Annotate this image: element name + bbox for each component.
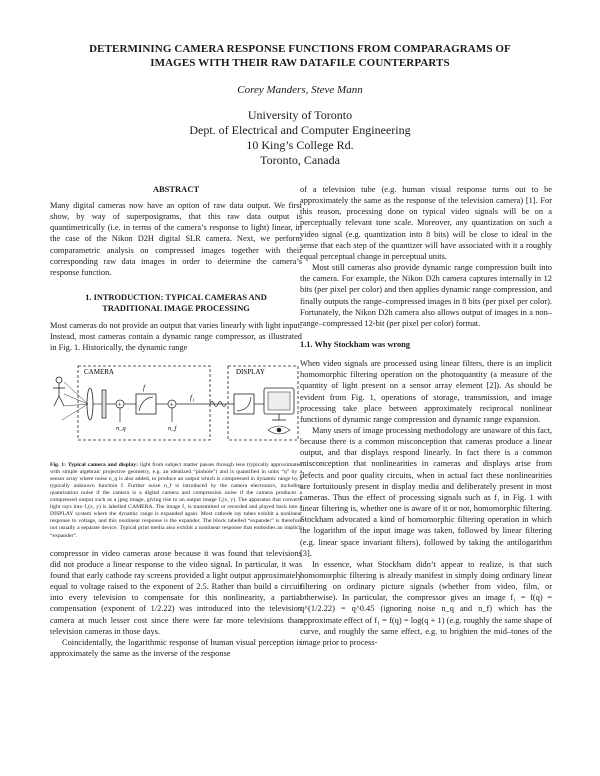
display-label: DISPLAY: [236, 367, 265, 376]
svg-text:+: +: [117, 400, 122, 409]
camera-label: CAMERA: [84, 367, 114, 376]
author-list: Corey Manders, Steve Mann: [237, 84, 363, 96]
section-1-paragraph: Most still cameras also provide dynamic range compression built into the camera. For example, the Nikon D2h camera captures internally in 12 bits (per pixel per color) and then applies dynamic range compression, and finally outputs the range–compressed images in 8 bits (per pixel per color). Fortunately, the Nikon D2h camera also allows output of images in a non–range–compressed 12-bit (per pixel per color) format.: [300, 263, 552, 328]
title-line: DETERMINING CAMERA RESPONSE FUNCTIONS FROM COMPARAGRAMS OF: [89, 43, 511, 55]
subsection-1-1-heading: 1.1. Why Stockham was wrong: [300, 340, 410, 350]
output-f1-label: f₁: [190, 393, 195, 402]
section-1-heading: 1. INTRODUCTION: TYPICAL CAMERAS AND TRADITIONAL IMAGE PROCESSING: [85, 293, 267, 314]
compressor-f-label: f: [143, 383, 145, 392]
figure-1: [50, 360, 302, 456]
affiliation: [40, 108, 560, 168]
monitor-icon: [264, 388, 294, 420]
affiliation-line: Toronto, Canada: [260, 153, 340, 167]
abstract-text: Many digital cameras now have an option of raw data output. We first show, by way of superposigrams, that this raw data output is quantimetrically (i.e. in terms of the camera’s response to light) linear, in the case of the Nikon D2H digital SLR camera. Next, we perform comparametric analysis on compressed images together with their corresponding raw data images in order to determine the camera’s response function.: [50, 201, 302, 277]
subsection-paragraph: When video signals are processed using linear filters, there is an implicit homomorphic filtering operation on the photoquantity (a measure of the quantity of light present on a sensor array element [2]). As should be evident from Fig. 1, operations of storage, transmission, and image processing take place between approximately reciprocal nonlinear functions of dynamic range compression and dynamic range expansion.: [300, 359, 552, 424]
section-1-paragraph: of a television tube (e.g. human visual response turns out to be approximately the same as the response of the television camera) [1]. For this reason, processing done on typical video signals will be on a perceptually relevant tone scale. Moreover, any quantization on such a video signal (e.g. quantization into 8 bits) will be close to ideal in the sense that each step of the quantizer will have associated with it a roughly equal perceptual change in perceptual units.: [300, 185, 552, 261]
section-1-paragraph: Coincidentally, the logarithmic response of human visual perception is approximately the same as the inverse of the response: [50, 637, 302, 658]
right-column: [300, 184, 552, 648]
figure-1-caption: [50, 462, 302, 540]
left-column: [50, 184, 302, 659]
camera-display-diagram: [50, 360, 302, 456]
sensor-array: [102, 390, 106, 418]
subsection-paragraph: In essence, what Stockham didn’t appear to realize, is that such homomorphic filtering is already manifest in simply doing ordinary linear filtering on ordinary picture signals (whether from video, film, or otherwise). In particular, the compressor gives an image f₁ = f(q) = q^(1/2.22) = q^0.45 (ignoring noise n_q and n_f) which has the approximate effect of f₁ = f(q) = log(q + 1) (e.g. roughly the same shape of curve, and roughly the same effect, e.g. to brighten the mid–tones of the image prior to process-: [300, 559, 552, 647]
section-1-paragraph: Most cameras do not provide an output that varies linearly with light input. Instead, most cameras contain a dynamic range compressor, as illustrated in Fig. 1. Historically, the dynamic range: [50, 321, 302, 353]
light-rays: [62, 382, 88, 420]
noise-q-label: n_q: [116, 424, 126, 432]
svg-text:+: +: [169, 400, 174, 409]
caption-body: light from subject matter passes through lens (typically approximated with simple algebraic projective geometry, e.g. an idealized “pinhole”) and is quantified in units “q” by a sensor array where noise n_q is also added, to produce an output which is compressed in dynamic range by a typically unknown function f. Further noise n_f is introduced by the camera electronics, including quantization noise if the camera is a digital camera and compression noise if the camera produces a compressed output such as a jpeg image, giving rise to an output image f₁(x, y). The apparatus that converts light rays into f₁(x, y) is labelled CAMERA. The image f₁ is transmitted or recorded and played back into a DISPLAY system where the dynamic range is expanded again. Most cathode ray tubes exhibit a nonlinear response to voltage, and this nonlinear response is the expander. The block labelled “expander” is therefore not usually a separate device. Typical print media also exhibit a nonlinear response that embodies an implicit “expander”.: [50, 461, 302, 539]
paper-title: [40, 42, 560, 70]
section-1-paragraph: compressor in video cameras arose because it was found that televisions did not produce a linear response to the video signal. In particular, it was found that early cathode ray screens provided a light output approximately equal to voltage raised to the exponent of 2.5. Rather than build a circuit into every television to compensate for this nonlinearity, a partial compensation (exponent of 1/2.22) was introduced into the television camera at much lesser cost since there were far more televisions than television cameras in those days.: [50, 548, 302, 636]
abstract-heading: ABSTRACT: [152, 184, 200, 194]
affiliation-line: Dept. of Electrical and Computer Engineering: [189, 123, 411, 137]
noise-f-label: n_f: [168, 424, 177, 432]
eye-icon: [268, 426, 290, 434]
subsection-paragraph: Many users of image processing methodology are unaware of this fact, because there is a common misconception that cameras produce a linear output, and that displays respond linearly. In fact there is a common misconception that nonlinearities in cameras and displays arise from defects and poor quality circuits, when in actual fact these nonlinearities are fortuitously present in display media and deliberately present in most cameras. Thus the effect of processing signals such as f₁ in Fig. 1 with linear filtering is, whether one is aware of it or not, homomorphic filtering. Stockham advocated a kind of homomorphic filtering operation in which the logarithm of the input image was taken, followed by linear filtering (e.g. linear space invariant filters), followed by taking the antilogarithm [3].: [300, 425, 552, 558]
affiliation-line: University of Toronto: [247, 108, 353, 122]
title-line: IMAGES WITH THEIR RAW DATAFILE COUNTERPARTS: [150, 57, 450, 69]
caption-title: : Typical camera and display:: [64, 461, 138, 468]
affiliation-line: 10 King’s College Rd.: [246, 138, 354, 152]
caption-label: Fig. 1: [50, 461, 65, 468]
subject-figure: [53, 377, 65, 406]
